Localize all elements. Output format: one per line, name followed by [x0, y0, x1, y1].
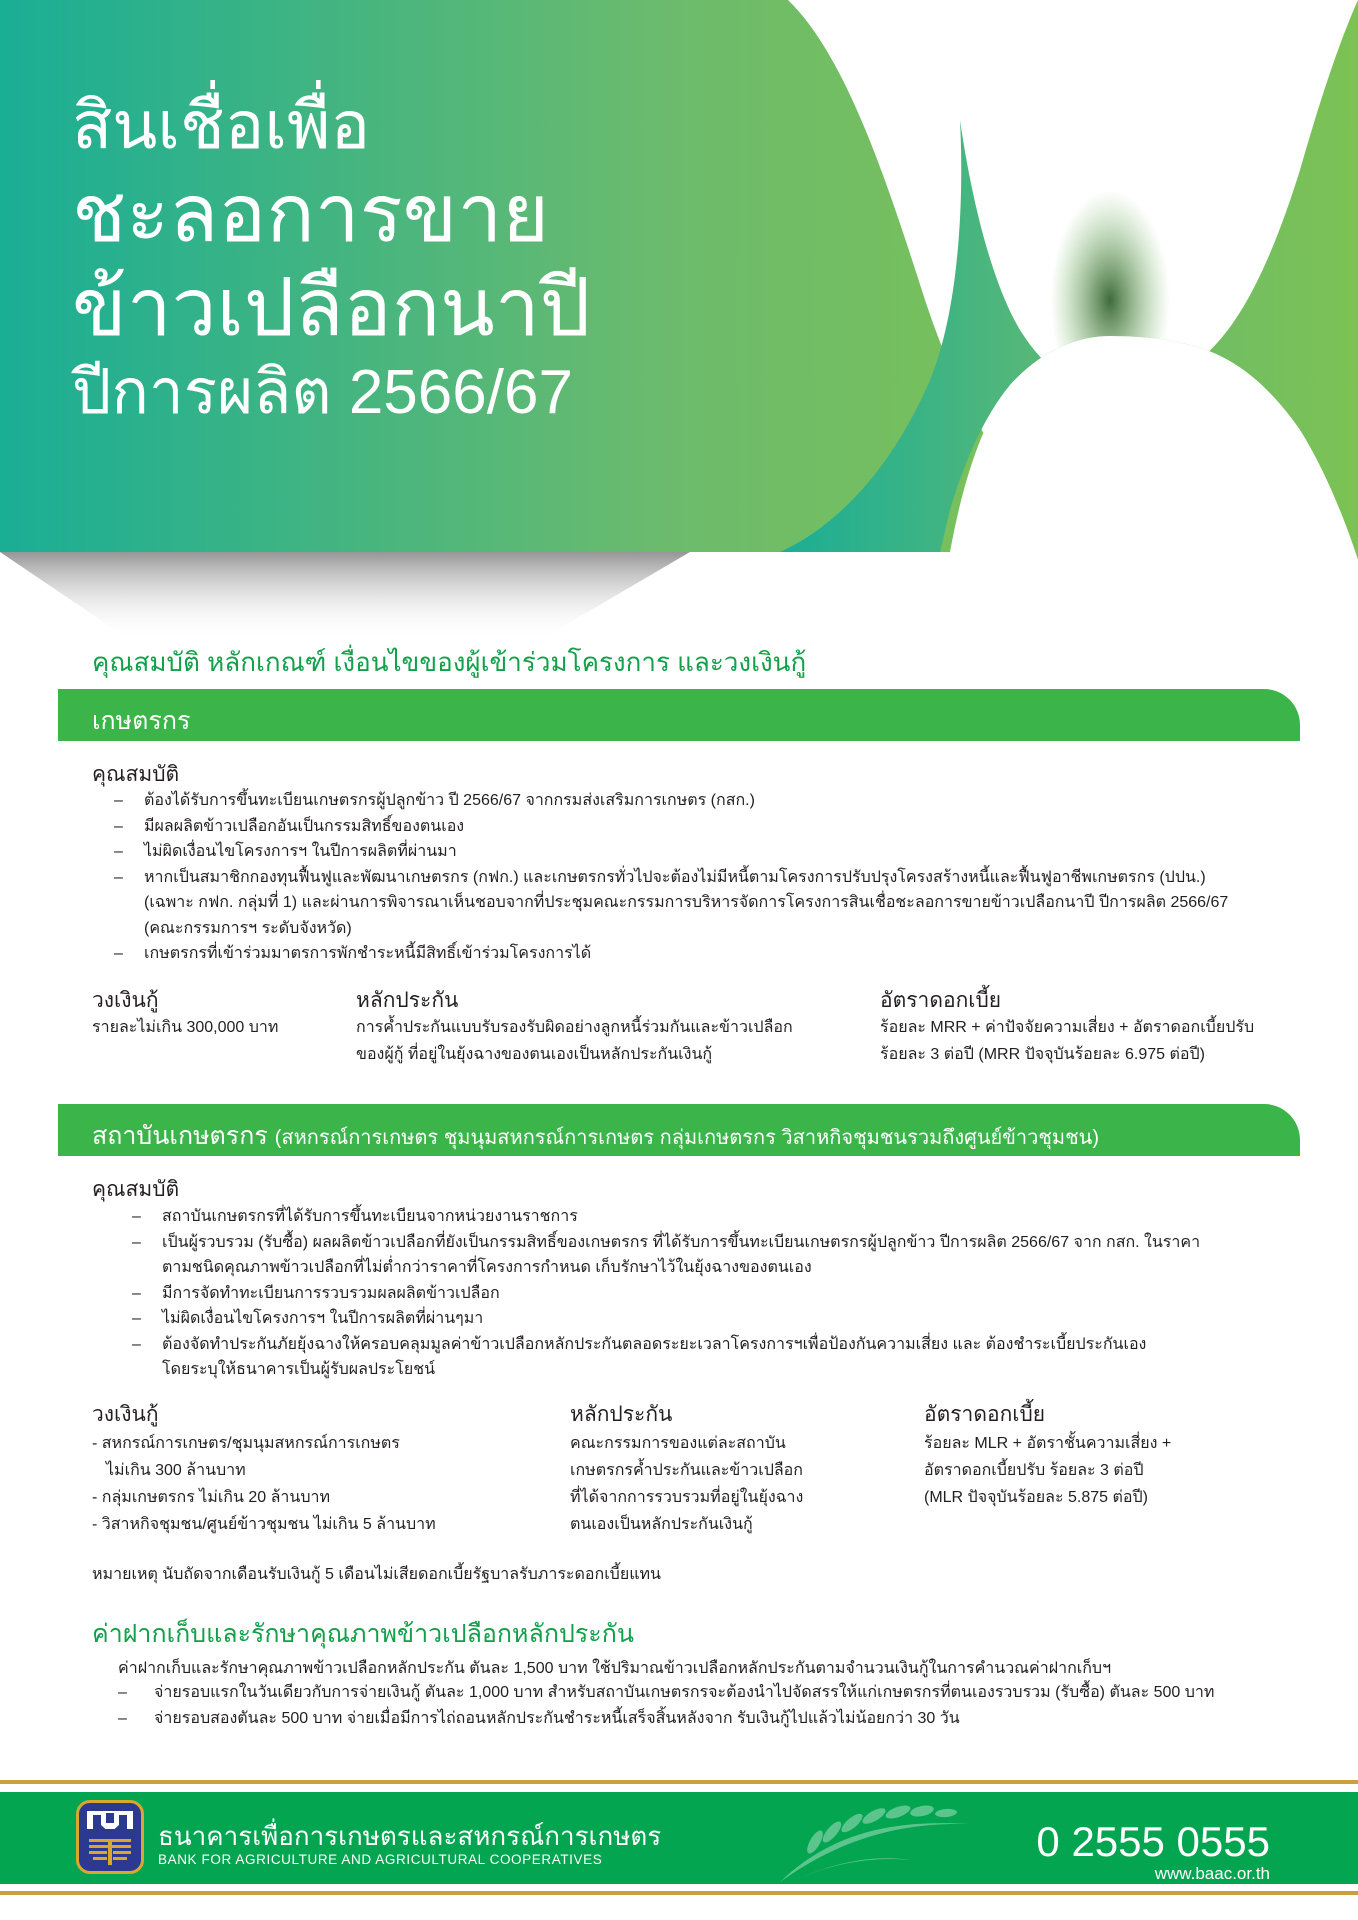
storage-intro: ค่าฝากเก็บและรักษาคุณภาพข้าวเปลือกหลักประกัน ตันละ 1,500 บาท ใช้ปริมาณข้าวเปลือกหลักประกันตามจำนวนเงินกู้ในการคำนวณค่าฝากเก็บฯ	[118, 1660, 1112, 1677]
collateral-line: ตนเองเป็นหลักประกันเงินกู้	[570, 1516, 753, 1533]
list-item: – ต้องจัดทำประกันภัยยุ้งฉางให้ครอบคลุมมูลค่าข้าวเปลือกหลักประกันตลอดระยะเวลาโครงการฯเพื่อป้องกันความเสี่ยง และ ต้องชำระเบี้ยประกันเอง	[132, 1332, 1322, 1358]
interest-line: อัตราดอกเบี้ยปรับ ร้อยละ 3 ต่อปี	[924, 1462, 1144, 1479]
farmer-interest-text	[880, 1014, 1254, 1068]
list-item: – เกษตรกรที่เข้าร่วมมาตรการพักชำระหนี้มีสิทธิ์เข้าร่วมโครงการได้	[114, 941, 1314, 967]
note-text: หมายเหตุ นับถัดจากเดือนรับเงินกู้ 5 เดือนไม่เสียดอกเบี้ยรัฐบาลรับภาระดอกเบี้ยแทน	[92, 1566, 661, 1583]
list-item: – ไม่ผิดเงื่อนไขโครงการฯ ในปีการผลิตที่ผ่านๆมา	[132, 1306, 1322, 1332]
list-item: – มีผลผลิตข้าวเปลือกอันเป็นกรรมสิทธิ์ของตนเอง	[114, 814, 1314, 840]
loan-item: - วิสาหกิจชุมชน/ศูนย์ข้าวชุมชน ไม่เกิน 5 ล้านบาท	[92, 1516, 436, 1533]
section-bar-farmer	[58, 689, 1300, 741]
institution-qualifications-heading: คุณสมบัติ	[92, 1178, 180, 1201]
hero-banner	[0, 0, 1358, 640]
footer	[0, 1780, 1358, 1900]
interest-line: (MLR ปัจจุบันร้อยละ 5.875 ต่อปี)	[924, 1489, 1148, 1506]
hero-title-line-2: ชะลอการขาย	[72, 169, 550, 258]
section-title-institution-sub: (สหกรณ์การเกษตร ชุมนุมสหกรณ์การเกษตร กลุ่มเกษตรกร วิสาหกิจชุมชนรวมถึงศูนย์ข้าวชุมชน)	[274, 1127, 1100, 1149]
list-item-continued: ตามชนิดคุณภาพข้าวเปลือกที่ไม่ต่ำกว่าราคาที่โครงการกำหนด เก็บรักษาไว้ในยุ้งฉางของตนเอง	[162, 1259, 812, 1276]
institution-collateral-heading: หลักประกัน	[570, 1403, 673, 1426]
list-item-continued: (คณะกรรมการฯ ระดับจังหวัด)	[144, 919, 352, 937]
institution-interest-text	[924, 1430, 1171, 1511]
storage-heading: ค่าฝากเก็บและรักษาคุณภาพข้าวเปลือกหลักประกัน	[92, 1620, 634, 1648]
section-title-institution	[92, 1116, 1099, 1156]
farmer-collateral-line: การค้ำประกันแบบรับรองรับผิดอย่างลูกหนี้ร่วมกันและข้าวเปลือก	[356, 1019, 793, 1036]
website-link[interactable]: www.baac.or.th	[1154, 1864, 1270, 1883]
hero-title-line-1: สินเชื่อเพื่อ	[72, 88, 371, 162]
footer-gold-line-top	[0, 1780, 1358, 1784]
contact-phone: 0 2555 0555	[1036, 1818, 1270, 1865]
bank-name-thai: ธนาคารเพื่อการเกษตรและสหกรณ์การเกษตร	[158, 1821, 662, 1851]
farmer-qualifications-list	[114, 788, 1314, 967]
list-item: – หากเป็นสมาชิกกองทุนฟื้นฟูและพัฒนาเกษตรกร (กฟก.) และเกษตรกรทั่วไปจะต้องไม่มีหนี้ตามโครงการปรับปรุงโครงสร้างหนี้และฟื้นฟูอาชีพเกษตรกร (ปปน.)	[114, 865, 1314, 891]
farmer-loan-text: รายละไม่เกิน 300,000 บาท	[92, 1019, 279, 1036]
collateral-line: คณะกรรมการของแต่ละสถาบัน	[570, 1435, 786, 1452]
farmer-collateral-line: ของผู้กู้ ที่อยู่ในยุ้งฉางของตนเองเป็นหลักประกันเงินกู้	[356, 1046, 713, 1063]
loan-item: ไม่เกิน 300 ล้านบาท	[106, 1462, 246, 1479]
institution-collateral-text	[570, 1430, 803, 1538]
rice-stalk-icon	[770, 1794, 1000, 1884]
list-item-continued: โดยระบุให้ธนาคารเป็นผู้รับผลประโยชน์	[162, 1361, 436, 1378]
list-item: – สถาบันเกษตรกรที่ได้รับการขึ้นทะเบียนจากหน่วยงานราชการ	[132, 1204, 1322, 1230]
interest-line: ร้อยละ MLR + อัตราชั้นความเสี่ยง +	[924, 1435, 1172, 1452]
section-title-farmer: เกษตรกร	[92, 707, 191, 735]
bank-name-english: BANK FOR AGRICULTURE AND AGRICULTURAL COOPERATIVES	[158, 1852, 603, 1867]
farmer-interest-line: ร้อยละ MRR + ค่าปัจจัยความเสี่ยง + อัตราดอกเบี้ยปรับ	[880, 1019, 1255, 1036]
institution-interest-heading: อัตราดอกเบี้ย	[924, 1403, 1046, 1426]
list-item: – มีการจัดทำทะเบียนการรวบรวมผลผลิตข้าวเปลือก	[132, 1281, 1322, 1307]
main-heading: คุณสมบัติ หลักเกณฑ์ เงื่อนไขของผู้เข้าร่วมโครงการ และวงเงินกู้	[92, 647, 807, 677]
storage-list	[118, 1680, 1214, 1732]
list-item: – จ่ายรอบสองตันละ 500 บาท จ่ายเมื่อมีการไถ่ถอนหลักประกันชำระหนี้เสร็จสิ้นหลังจาก รับเงินกู้ไปแล้วไม่น้อยกว่า 30 วัน	[118, 1706, 1214, 1732]
collateral-line: เกษตรกรค้ำประกันและข้าวเปลือก	[570, 1462, 803, 1479]
institution-loan-list	[92, 1430, 436, 1538]
baac-logo-icon	[76, 1800, 144, 1874]
hero-title	[72, 88, 591, 427]
loan-item: - สหกรณ์การเกษตร/ชุมนุมสหกรณ์การเกษตร	[92, 1435, 400, 1452]
loan-item: - กลุ่มเกษตรกร ไม่เกิน 20 ล้านบาท	[92, 1489, 331, 1506]
farmer-interest-line: ร้อยละ 3 ต่อปี (MRR ปัจจุบันร้อยละ 6.975 ต่อปี)	[880, 1046, 1205, 1063]
farmer-interest-heading: อัตราดอกเบี้ย	[880, 989, 1002, 1012]
hero-title-line-4: ปีการผลิต 2566/67	[72, 358, 573, 427]
section-title-institution-main: สถาบันเกษตรกร	[92, 1122, 268, 1150]
list-item: – จ่ายรอบแรกในวันเดียวกับการจ่ายเงินกู้ ตันละ 1,000 บาท สำหรับสถาบันเกษตรกรจะต้องนำไปจัดสรรให้แก่เกษตรกรที่ตนเองรวบรวม (รับซื้อ) ตันละ 500 บาท	[118, 1680, 1214, 1706]
institution-loan-heading: วงเงินกู้	[92, 1403, 159, 1426]
footer-gold-line-bottom	[0, 1891, 1358, 1895]
farmer-qualifications-heading: คุณสมบัติ	[92, 763, 180, 786]
section-bar-institution	[58, 1104, 1300, 1156]
farmer-loan-heading: วงเงินกู้	[92, 989, 159, 1012]
banner-shadow	[0, 552, 690, 640]
list-item: – ต้องได้รับการขึ้นทะเบียนเกษตรกรผู้ปลูกข้าว ปี 2566/67 จากกรมส่งเสริมการเกษตร (กสก.)	[114, 788, 1314, 814]
hero-title-line-3: ข้าวเปลือกนาปี	[72, 263, 591, 352]
farmer-collateral-text	[356, 1014, 793, 1068]
list-item: – ไม่ผิดเงื่อนไขโครงการฯ ในปีการผลิตที่ผ่านมา	[114, 839, 1314, 865]
collateral-line: ที่ได้จากการรวบรวมที่อยู่ในยุ้งฉาง	[570, 1489, 804, 1506]
farmer-collateral-heading: หลักประกัน	[356, 989, 459, 1012]
list-item-continued: (เฉพาะ กฟก. กลุ่มที่ 1) และผ่านการพิจารณาเห็นชอบจากที่ประชุมคณะกรรมการบริหารจัดการโครงการสินเชื่อชะลอการขายข้าวเปลือกนาปี ปีการผลิต 2566/67	[144, 894, 1229, 911]
institution-qualifications-list	[132, 1204, 1322, 1383]
list-item: – เป็นผู้รวบรวม (รับซื้อ) ผลผลิตข้าวเปลือกที่ยังเป็นกรรมสิทธิ์ของเกษตรกร ที่ได้รับการขึ้นทะเบียนเกษตรกรผู้ปลูกข้าว ปีการผลิต 2566/67 จาก กสก. ในราคา	[132, 1230, 1322, 1256]
